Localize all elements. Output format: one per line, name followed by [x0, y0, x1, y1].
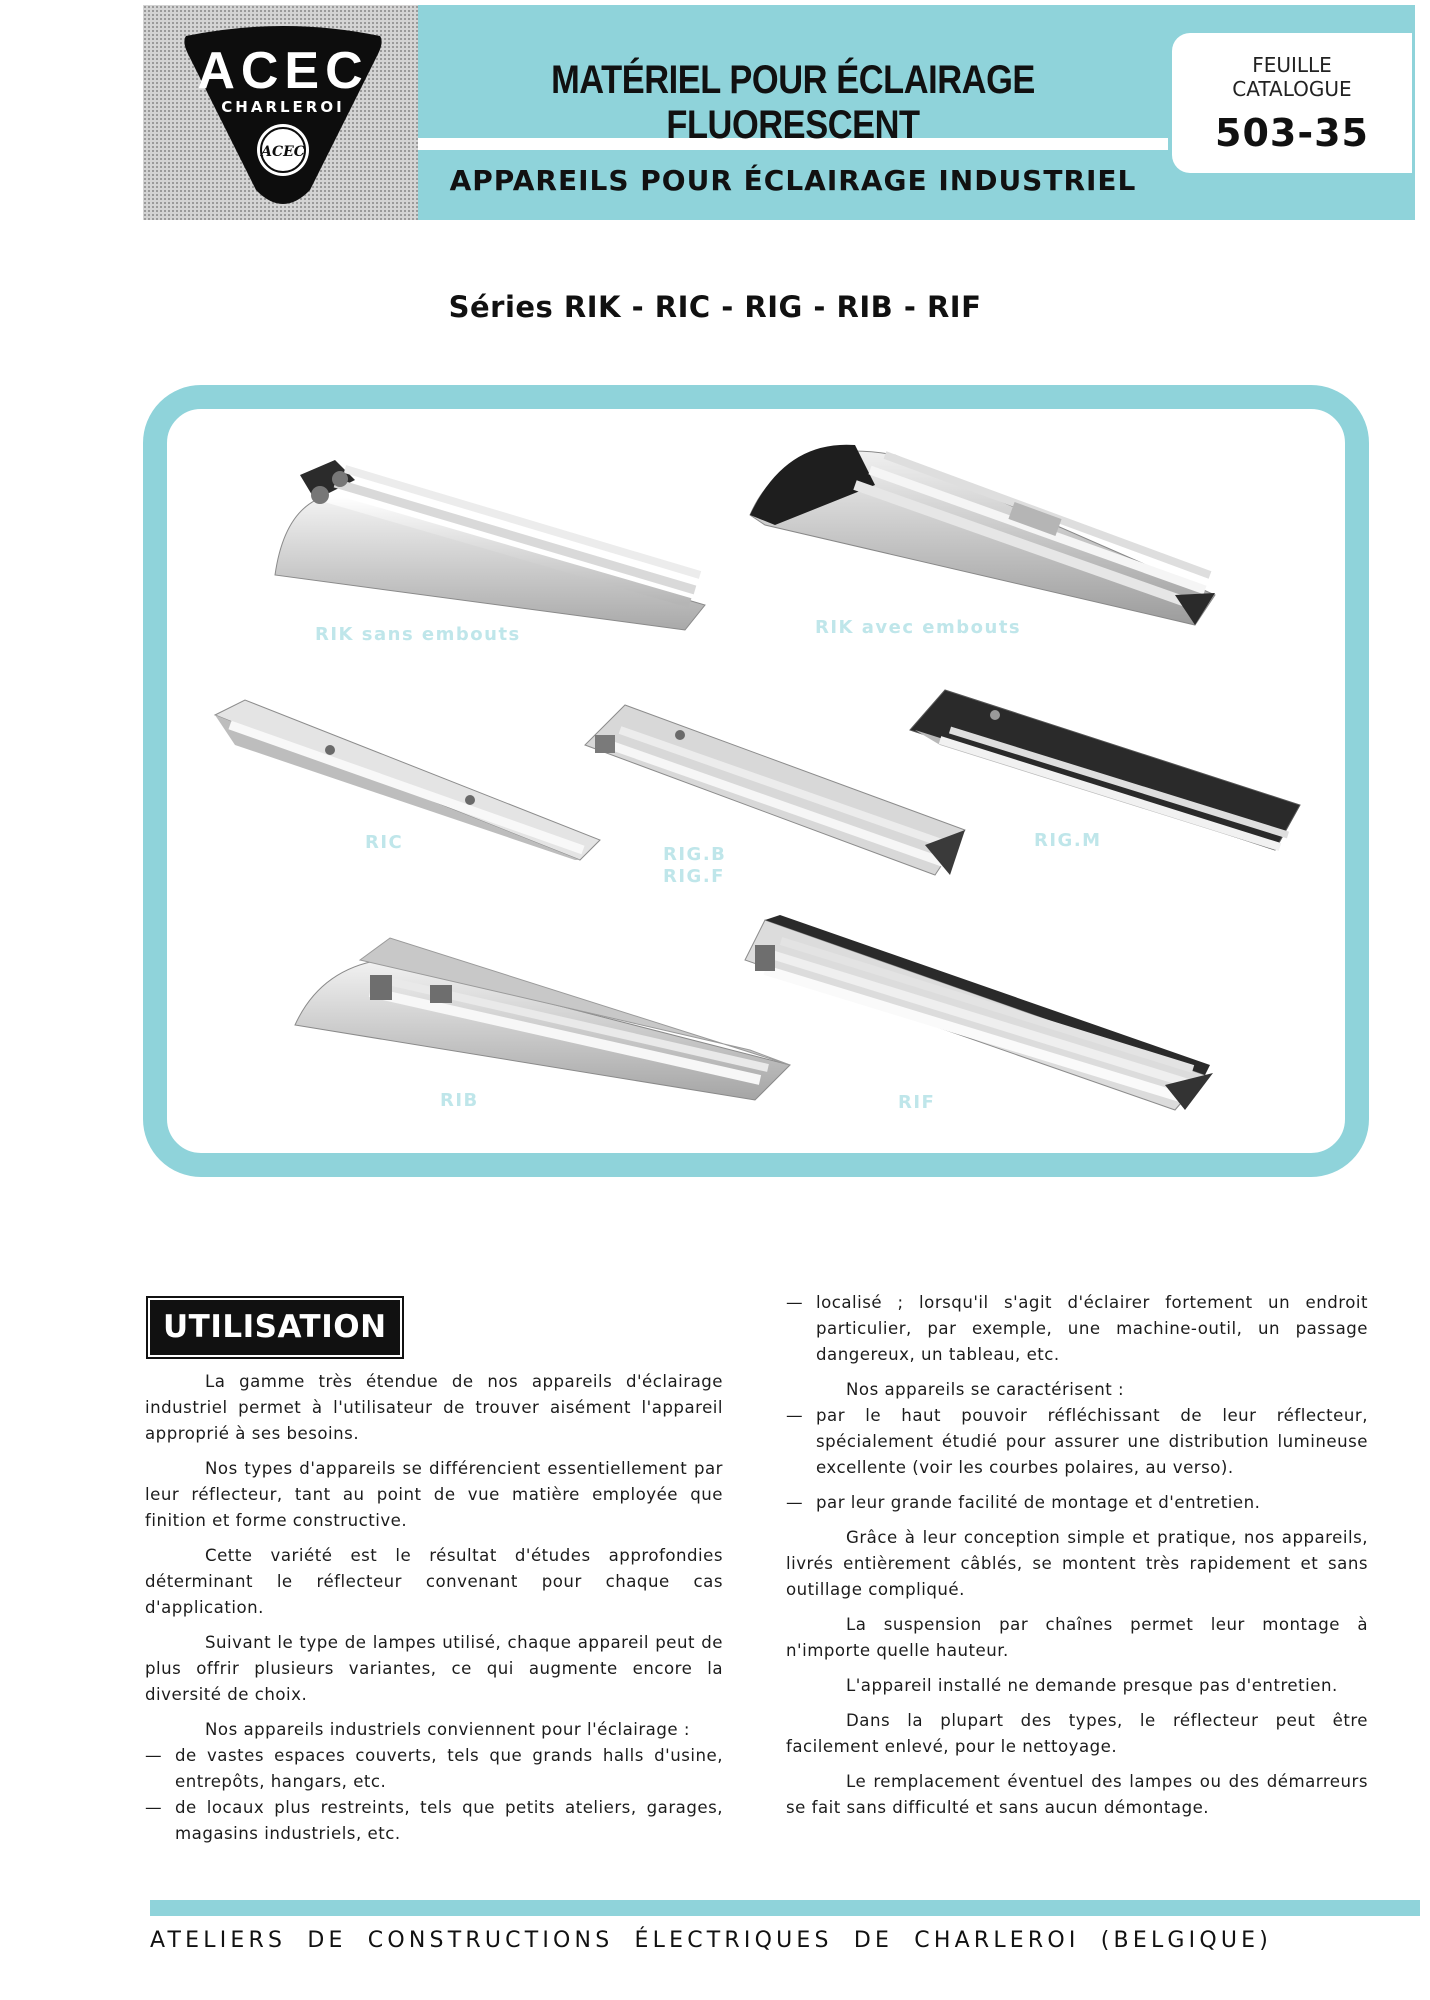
caption-rik-sans-embouts: RIK sans embouts	[315, 624, 521, 645]
paragraph: Dans la plupart des types, le réflecteur peut être facilement enlevé, pour le nettoyage.	[786, 1711, 1368, 1756]
sheet-label-catalogue: CATALOGUE	[1232, 77, 1352, 101]
sheet-label-feuille: FEUILLE	[1252, 53, 1332, 77]
footer-company-name: ATELIERS DE CONSTRUCTIONS ÉLECTRIQUES DE CHARLEROI (BELGIQUE)	[150, 1928, 1273, 1953]
section-heading-utilisation: UTILISATION	[150, 1300, 400, 1355]
caption-rig-m: RIG.M	[1034, 830, 1102, 851]
paragraph: La gamme très étendue de nos appareils d'éclairage industriel permet à l'utilisateur de trouver aisément l'appareil approprié à ses besoins.	[145, 1372, 723, 1443]
acec-logo	[178, 22, 388, 207]
caption-rif: RIF	[898, 1092, 936, 1113]
right-text-column	[786, 1290, 1368, 1830]
fixture-ric	[205, 690, 605, 865]
caption-rik-avec-embouts: RIK avec embouts	[815, 617, 1022, 638]
caption-rig-b: RIG.B	[663, 844, 727, 865]
paragraph: Nos appareils se caractérisent :	[846, 1380, 1125, 1399]
paragraph: Nos types d'appareils se différencient essentiellement par leur réflecteur, tant au point de vue matière employée que finition et forme constructive.	[145, 1459, 723, 1530]
sheet-number: 503-35	[1215, 111, 1369, 155]
page-subtitle: APPAREILS POUR ÉCLAIRAGE INDUSTRIEL	[449, 164, 1137, 197]
logo-brand: ACEC	[197, 42, 369, 100]
caption-rib: RIB	[440, 1090, 479, 1111]
logo-monogram: ACEC	[261, 144, 305, 160]
fixture-rik-sans-embouts	[265, 455, 715, 645]
paragraph: Le remplacement éventuel des lampes ou des démarreurs se fait sans difficulté et sans aucun démontage.	[786, 1772, 1368, 1817]
fixture-rif	[735, 915, 1215, 1115]
list-item: — localisé ; lorsqu'il s'agit d'éclairer fortement un endroit particulier, par exemple, une machine-outil, un passage dangereux, un tableau, etc.	[786, 1290, 1368, 1368]
paragraph: Grâce à leur conception simple et pratique, nos appareils, livrés entièrement câblés, se montent très rapidement et sans outillage compliqué.	[786, 1528, 1368, 1599]
catalogue-sheet-box	[1172, 33, 1412, 173]
caption-rig-f: RIG.F	[663, 866, 725, 887]
page-title: MATÉRIEL POUR ÉCLAIRAGE FLUORESCENT	[551, 58, 1035, 147]
paragraph: Suivant le type de lampes utilisé, chaque appareil peut de plus offrir plusieurs variantes, ce qui augmente encore la diversité de choix.	[145, 1633, 723, 1704]
logo-city: CHARLEROI	[221, 98, 345, 116]
paragraph: Cette variété est le résultat d'études approfondies déterminant le réflecteur convenant pour chaque cas d'application.	[145, 1546, 723, 1617]
paragraph: Nos appareils industriels conviennent pour l'éclairage :	[205, 1720, 690, 1739]
series-title: Séries RIK - RIC - RIG - RIB - RIF	[448, 290, 982, 324]
paragraph: L'appareil installé ne demande presque pas d'entretien.	[846, 1676, 1338, 1695]
caption-ric: RIC	[365, 832, 404, 853]
list-item: — par le haut pouvoir réfléchissant de leur réflecteur, spécialement étudié pour assurer une distribution lumineuse excellente (voir les courbes polaires, au verso).	[786, 1403, 1368, 1481]
footer-band	[150, 1900, 1420, 1916]
list-item: — de vastes espaces couverts, tels que grands halls d'usine, entrepôts, hangars, etc.	[145, 1743, 723, 1795]
left-text-column	[145, 1369, 723, 1847]
fixture-rik-avec-embouts	[745, 425, 1225, 635]
paragraph: La suspension par chaînes permet leur montage à n'importe quelle hauteur.	[786, 1615, 1368, 1660]
list-item: — de locaux plus restreints, tels que petits ateliers, garages, magasins industriels, etc.	[145, 1795, 723, 1847]
list-item: — par leur grande facilité de montage et d'entretien.	[786, 1490, 1368, 1516]
fixture-rig-m	[900, 685, 1310, 860]
fixture-rib	[290, 930, 800, 1110]
